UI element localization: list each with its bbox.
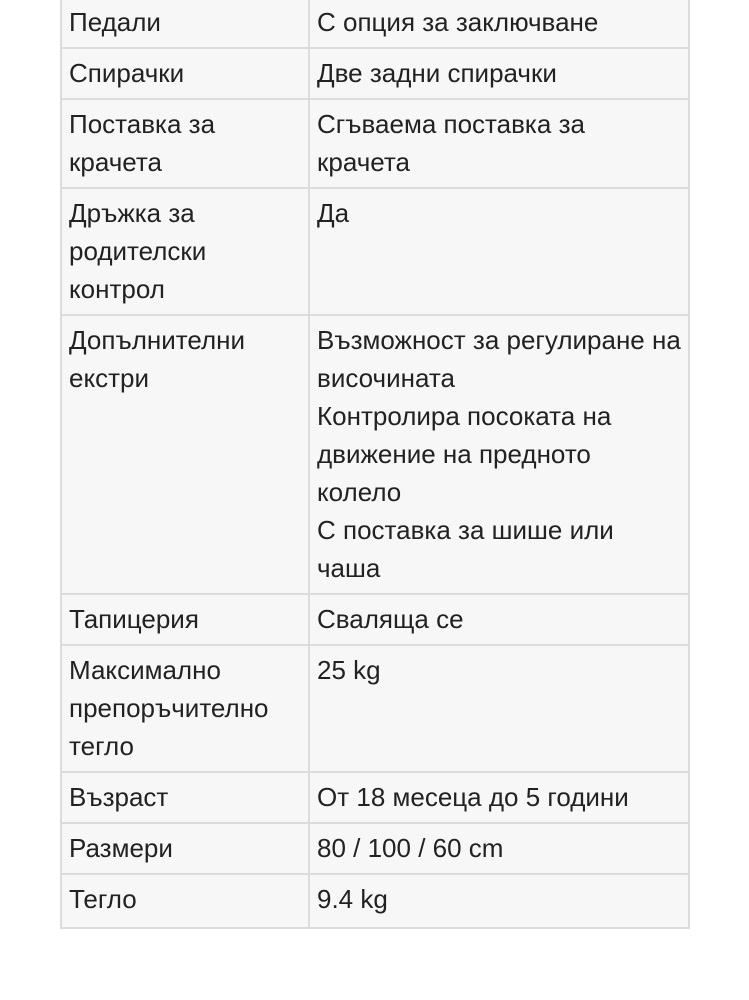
- spec-value-line: Да: [317, 198, 350, 228]
- spec-value-line: Две задни спирачки: [317, 58, 557, 88]
- spec-label-extras: Допълнителни екстри: [61, 315, 309, 594]
- spec-value-extras: [309, 315, 689, 594]
- spec-value-line: С опция за заключване: [317, 7, 599, 37]
- spec-label-age: Възраст: [61, 772, 309, 823]
- spec-value-max-weight: [309, 645, 689, 772]
- spec-label-weight: Тегло: [61, 874, 309, 928]
- table-row: [61, 772, 689, 823]
- spec-value-brakes: [309, 48, 689, 99]
- spec-label-footrest: Поставка за крачета: [61, 99, 309, 188]
- spec-value-line: Сваляща се: [317, 604, 464, 634]
- spec-value-upholstery: [309, 594, 689, 645]
- specifications-table: [60, 0, 690, 929]
- table-row: [61, 188, 689, 315]
- spec-value-line: 80 / 100 / 60 cm: [317, 833, 504, 863]
- spec-value-line: Сгъваема поставка за крачета: [317, 109, 585, 177]
- spec-value-line: 9.4 kg: [317, 884, 388, 914]
- spec-label-upholstery: Тапицерия: [61, 594, 309, 645]
- spec-label-pedals: Педали: [61, 0, 309, 48]
- table-row: [61, 48, 689, 99]
- table-row: [61, 645, 689, 772]
- spec-value-parent-handle: [309, 188, 689, 315]
- spec-value-line: Контролира посоката на движение на предното колело: [317, 401, 612, 507]
- spec-value-age: [309, 772, 689, 823]
- table-row: [61, 874, 689, 928]
- spec-value-line: 25 kg: [317, 655, 381, 685]
- spec-label-dimensions: Размери: [61, 823, 309, 874]
- spec-label-brakes: Спирачки: [61, 48, 309, 99]
- spec-label-max-weight: Максимално препоръчително тегло: [61, 645, 309, 772]
- table-row: [61, 0, 689, 48]
- spec-value-footrest: [309, 99, 689, 188]
- spec-value-line: От 18 месеца до 5 години: [317, 782, 629, 812]
- table-row: [61, 315, 689, 594]
- spec-value-weight: [309, 874, 689, 928]
- spec-value-line: С поставка за шише или чаша: [317, 515, 614, 583]
- table-row: [61, 823, 689, 874]
- spec-value-dimensions: [309, 823, 689, 874]
- spec-value-line: Възможност за регулиране на височината: [317, 325, 681, 393]
- table-row: [61, 594, 689, 645]
- table-row: [61, 99, 689, 188]
- spec-value-pedals: [309, 0, 689, 48]
- spec-label-parent-handle: Дръжка за родителски контрол: [61, 188, 309, 315]
